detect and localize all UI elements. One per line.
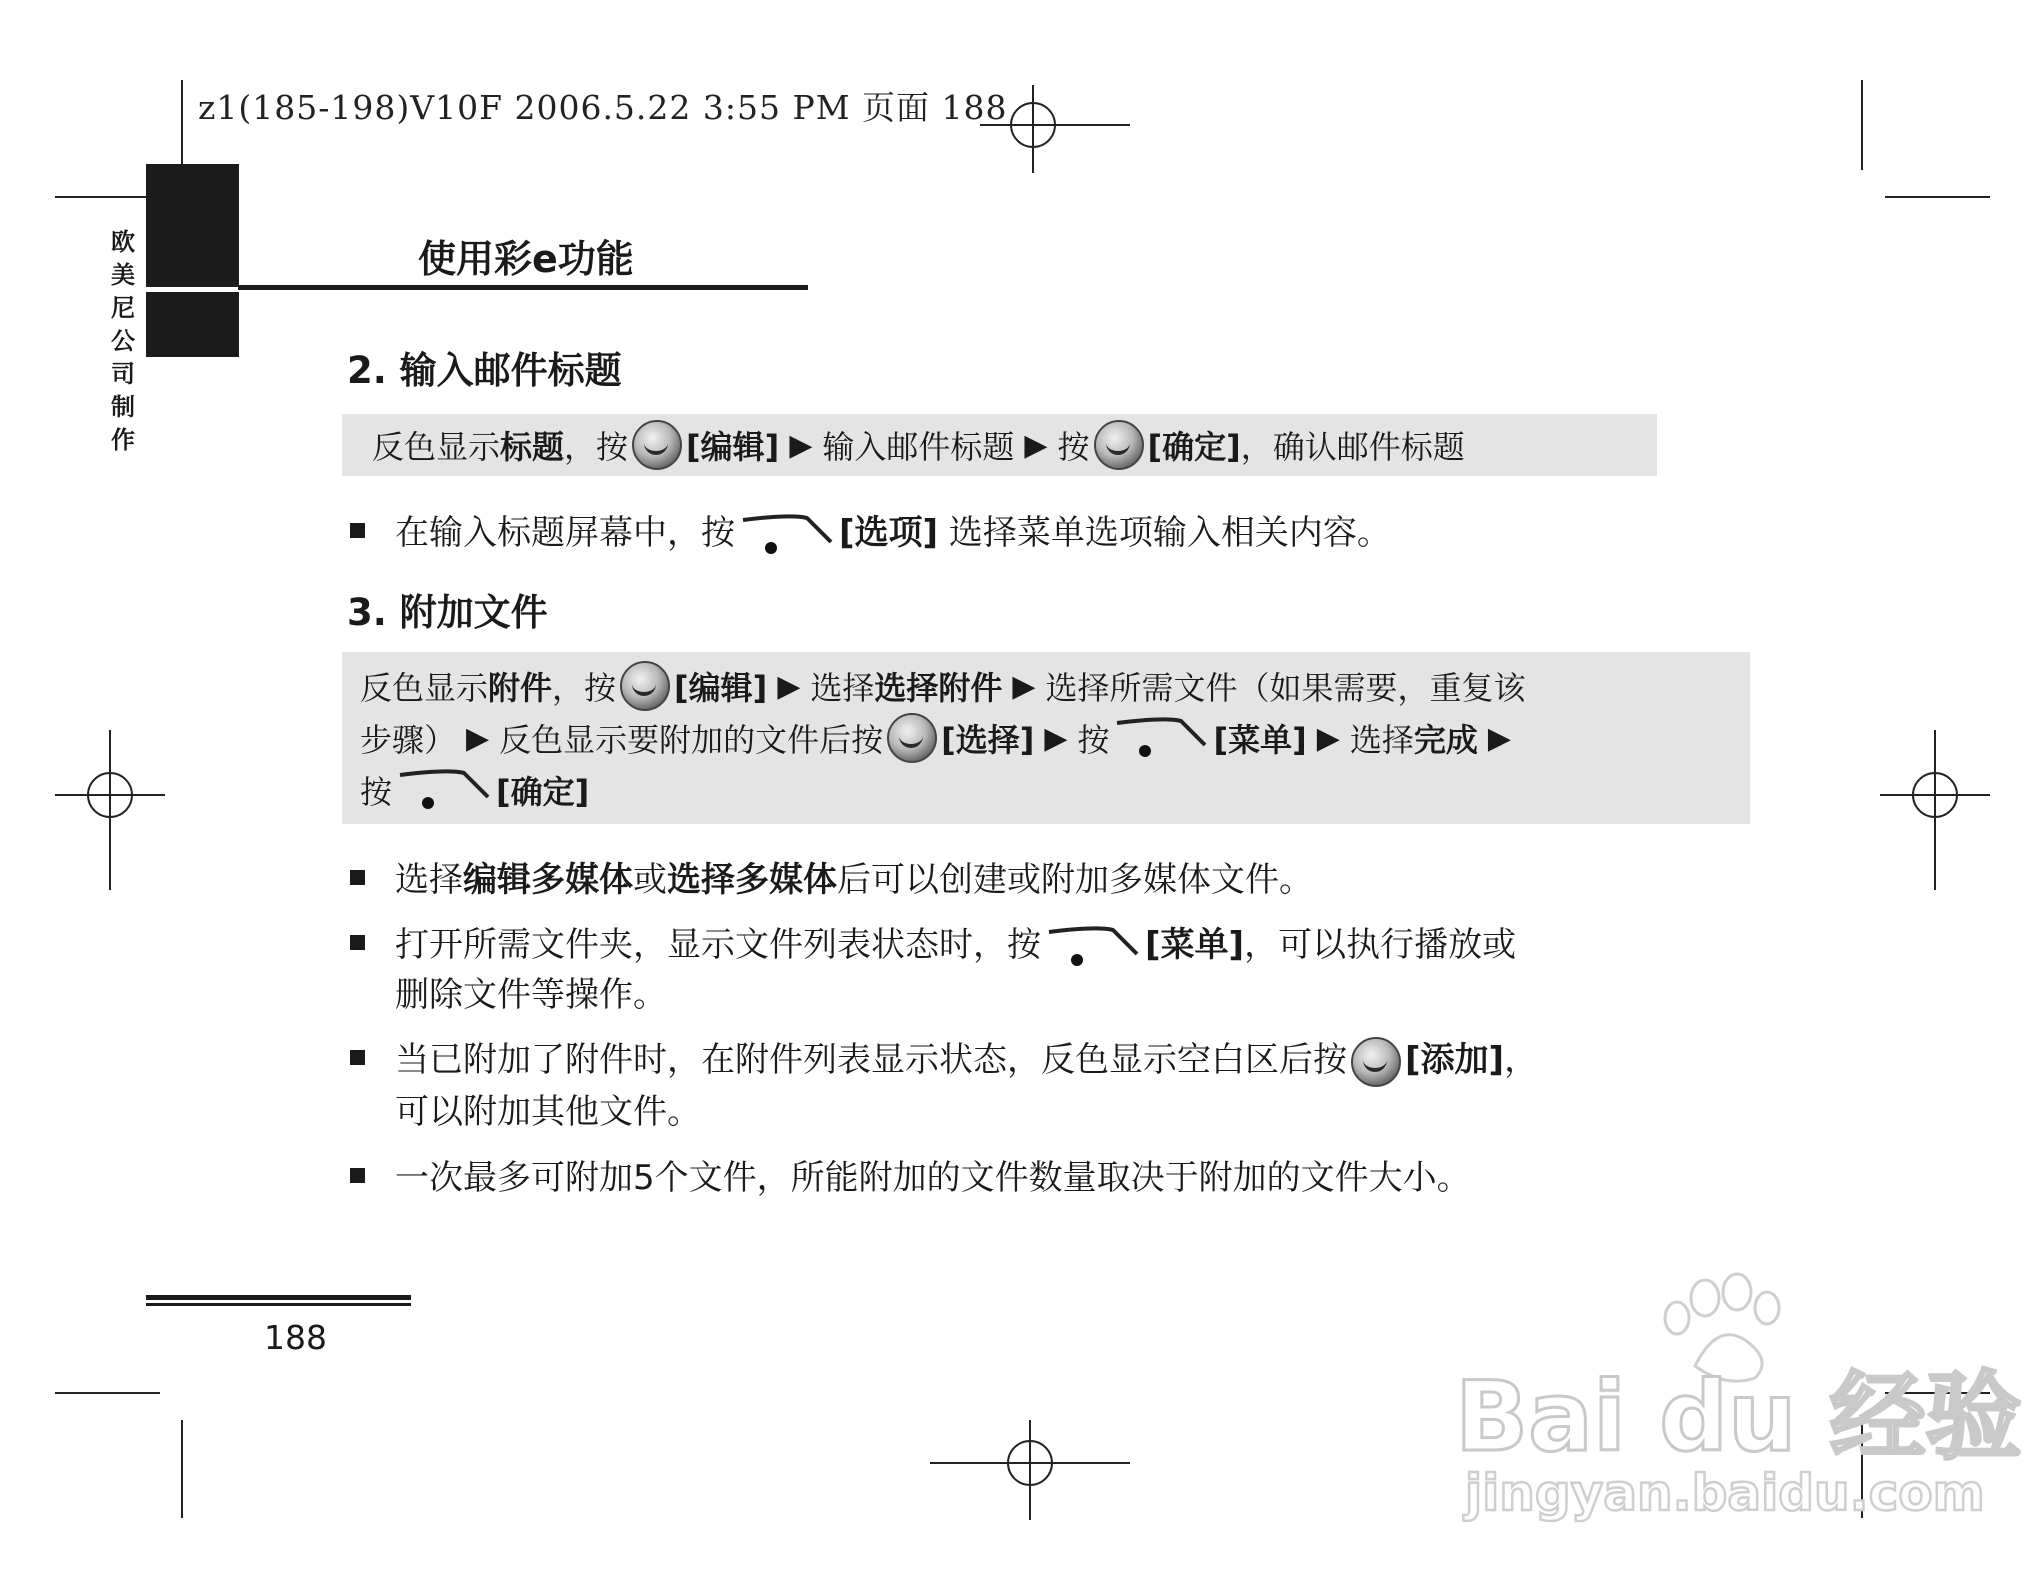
ok-button-icon bbox=[1094, 420, 1144, 470]
text: 选择菜单选项输入相关内容。 bbox=[938, 513, 1391, 553]
instruction-line bbox=[372, 422, 1465, 468]
text: 可以附加其他文件。 bbox=[395, 1091, 701, 1132]
key-label: [确定] bbox=[496, 773, 590, 811]
arrow-icon: ▶ bbox=[777, 668, 801, 704]
page-number: 188 bbox=[264, 1318, 327, 1357]
bullet-text bbox=[395, 1035, 1538, 1137]
key-label: [选择] bbox=[941, 721, 1035, 759]
bullet-square bbox=[350, 935, 365, 950]
text: 输入邮件标题 bbox=[822, 428, 1015, 466]
instruction-line bbox=[360, 716, 1521, 760]
text: 附件 bbox=[488, 669, 553, 707]
watermark-url: jingyan.baidu.com bbox=[1465, 1464, 1985, 1522]
text: ，确认邮件标题 bbox=[1240, 428, 1465, 466]
key-label: [编辑] bbox=[686, 428, 780, 466]
soft-key-icon bbox=[1047, 924, 1139, 970]
bullet-item bbox=[350, 1035, 1538, 1137]
text: 按 bbox=[360, 773, 393, 811]
print-header: z1(185-198)V10F 2006.5.22 3:55 PM 页面 188 bbox=[198, 88, 1008, 127]
soft-key-icon bbox=[741, 512, 833, 558]
chapter-tab bbox=[146, 164, 239, 357]
ok-button-icon bbox=[620, 661, 670, 711]
crop-mark-bottom-left bbox=[55, 1390, 195, 1520]
text: 反色显示 bbox=[360, 669, 489, 707]
arrow-icon: ▶ bbox=[1044, 720, 1068, 756]
bullet-text bbox=[395, 920, 1516, 1020]
text: 选择附件 bbox=[874, 669, 1003, 707]
bullet-item bbox=[350, 920, 1516, 1020]
key-label: [确定] bbox=[1147, 428, 1241, 466]
soft-key-icon bbox=[398, 767, 490, 813]
section-rule bbox=[238, 285, 808, 290]
text: 选择 bbox=[810, 669, 875, 707]
text: 一次最多可附加5个文件，所能附加的文件数量取决于附加的文件大小。 bbox=[395, 1158, 1471, 1198]
step-title: 3. 附加文件 bbox=[347, 591, 548, 634]
side-label-char: 制 bbox=[111, 393, 135, 421]
side-label-char: 司 bbox=[111, 360, 135, 388]
key-label: [菜单] bbox=[1145, 925, 1245, 965]
watermark-logo-text: Bai du 经验 bbox=[1455, 1361, 2022, 1473]
side-label bbox=[108, 226, 138, 457]
text: ，按 bbox=[552, 669, 617, 707]
text: 后可以创建或附加多媒体文件。 bbox=[837, 860, 1313, 900]
key-label: [菜单] bbox=[1213, 721, 1307, 759]
text: 删除文件等操作。 bbox=[395, 975, 667, 1015]
footer-rule bbox=[146, 1295, 411, 1300]
arrow-icon: ▶ bbox=[789, 427, 813, 463]
step-title: 2. 输入邮件标题 bbox=[347, 349, 622, 392]
text: 标题 bbox=[500, 428, 565, 466]
registration-mark-icon bbox=[55, 730, 165, 890]
key-label: [选项] bbox=[839, 513, 939, 553]
footer-rule bbox=[146, 1303, 411, 1306]
instruction-line bbox=[360, 664, 1526, 708]
arrow-icon: ▶ bbox=[1024, 427, 1048, 463]
baidu-watermark bbox=[1455, 1270, 2022, 1522]
ok-button-icon bbox=[887, 713, 937, 763]
side-label-char: 欧 bbox=[111, 228, 135, 256]
instruction-box bbox=[342, 414, 1657, 476]
bullet-item bbox=[350, 855, 1313, 905]
bullet-text bbox=[395, 855, 1313, 905]
soft-key-icon bbox=[1115, 715, 1207, 761]
instruction-box bbox=[342, 652, 1750, 824]
text: 反色显示 bbox=[372, 428, 501, 466]
arrow-icon: ▶ bbox=[466, 720, 490, 756]
text: 编辑多媒体 bbox=[463, 860, 633, 900]
text: ， bbox=[1504, 1040, 1539, 1080]
text: ，按 bbox=[564, 428, 629, 466]
side-label-char: 作 bbox=[111, 426, 135, 454]
section-header: 使用彩e功能 bbox=[418, 237, 634, 281]
text: 选择多媒体 bbox=[667, 860, 837, 900]
bullet-square bbox=[350, 870, 365, 885]
ok-button-icon bbox=[1351, 1037, 1401, 1087]
ok-button-icon bbox=[632, 420, 682, 470]
instruction-line bbox=[360, 768, 589, 812]
crop-mark-top-right bbox=[1860, 80, 1990, 200]
text: 选择所需文件（如果需要，重复该 bbox=[1045, 669, 1526, 707]
text: 按 bbox=[1057, 428, 1090, 466]
text: 或 bbox=[633, 860, 667, 900]
bullet-item bbox=[350, 508, 1391, 558]
key-label: [编辑] bbox=[674, 669, 768, 707]
bullet-square bbox=[350, 1050, 365, 1065]
registration-mark-icon bbox=[1880, 730, 1990, 890]
text: 步骤） bbox=[360, 721, 457, 759]
key-label: [添加] bbox=[1405, 1040, 1505, 1080]
text: 打开所需文件夹，显示文件列表状态时，按 bbox=[395, 925, 1041, 965]
text: 反色显示要附加的文件后按 bbox=[499, 721, 884, 759]
text: 完成 bbox=[1413, 721, 1478, 759]
text: 选择 bbox=[395, 860, 463, 900]
registration-mark-icon bbox=[930, 1420, 1130, 1520]
side-label-char: 尼 bbox=[111, 294, 135, 322]
text: 当已附加了附件时，在附件列表显示状态，反色显示空白区后按 bbox=[395, 1040, 1347, 1080]
bullet-square bbox=[350, 523, 365, 538]
arrow-icon: ▶ bbox=[1487, 720, 1511, 756]
side-label-char: 公 bbox=[111, 327, 135, 355]
text: 在输入标题屏幕中，按 bbox=[395, 513, 735, 553]
bullet-text bbox=[395, 1153, 1471, 1203]
bullet-item bbox=[350, 1153, 1471, 1203]
text: 按 bbox=[1077, 721, 1110, 759]
arrow-icon: ▶ bbox=[1012, 668, 1036, 704]
text: 选择 bbox=[1349, 721, 1414, 759]
text: ，可以执行播放或 bbox=[1244, 925, 1517, 965]
bullet-text bbox=[395, 508, 1391, 558]
side-label-char: 美 bbox=[111, 261, 135, 289]
bullet-square bbox=[350, 1168, 365, 1183]
arrow-icon: ▶ bbox=[1316, 720, 1340, 756]
